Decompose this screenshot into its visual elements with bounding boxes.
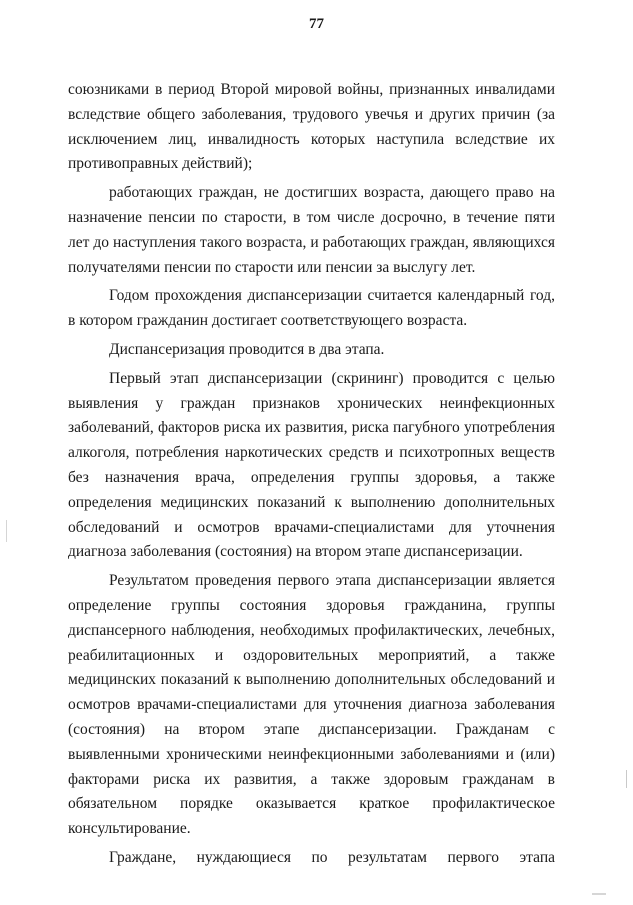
scan-artifact-bottom bbox=[592, 893, 606, 895]
scan-artifact-right bbox=[626, 770, 627, 788]
scan-artifact-left bbox=[6, 520, 7, 542]
body-text bbox=[68, 78, 555, 875]
paragraph-two-stages: Диспансеризация проводится в два этапа. bbox=[109, 340, 385, 358]
paragraph-continuation: союзниками в период Второй мировой войны, признанных инвалидами вследствие общего заболевания, трудового увечья и других причин (за исключением лиц, инвалидность которых наступила вследствие их противоправных действий); bbox=[68, 81, 555, 173]
paragraph-year-of-examination: Годом прохождения диспансеризации считается календарный год, в котором гражданин достигает соответствующего возраста. bbox=[68, 287, 555, 330]
paragraph-first-stage-result: Результатом проведения первого этапа диспансеризации является определение группы состояния здоровья гражданина, группы диспансерного наблюдения, необходимых профилактических, лечебных, реабилитационных и оздоровительных мероприятий, а также медицинских показаний к выполнению дополнительных обследований и осмотров врачами-специалистами для уточнения диагноза заболевания (состояния) на втором этапе диспансеризации. Гражданам с выявленными хроническими неинфекционными заболеваниями и (или) факторами риска их развития, а также здоровым гражданам в обязательном порядке оказывается краткое профилактическое консультирование. bbox=[68, 572, 555, 838]
page-number: 77 bbox=[309, 16, 324, 32]
paragraph-citizens-needing: Граждане, нуждающиеся по результатам первого этапа bbox=[109, 848, 555, 866]
paragraph-first-stage: Первый этап диспансеризации (скрининг) проводится с целью выявления у граждан признаков хронических неинфекционных заболеваний, факторов риска их развития, риска пагубного употребления алкоголя, потребления наркотических средств и психотропных веществ без назначения врача, определения группы здоровья, а также определения медицинских показаний к выполнению дополнительных обследований и осмотров врачами-специалистами для уточнения диагноза заболевания (состояния) на втором этапе диспансеризации. bbox=[68, 369, 555, 561]
paragraph-working-citizens: работающих граждан, не достигших возраста, дающего право на назначение пенсии по старости, в том числе досрочно, в течение пяти лет до наступления такого возраста, и работающих граждан, являющихся получателями пенсии по старости или пенсии за выслугу лет. bbox=[68, 184, 555, 276]
